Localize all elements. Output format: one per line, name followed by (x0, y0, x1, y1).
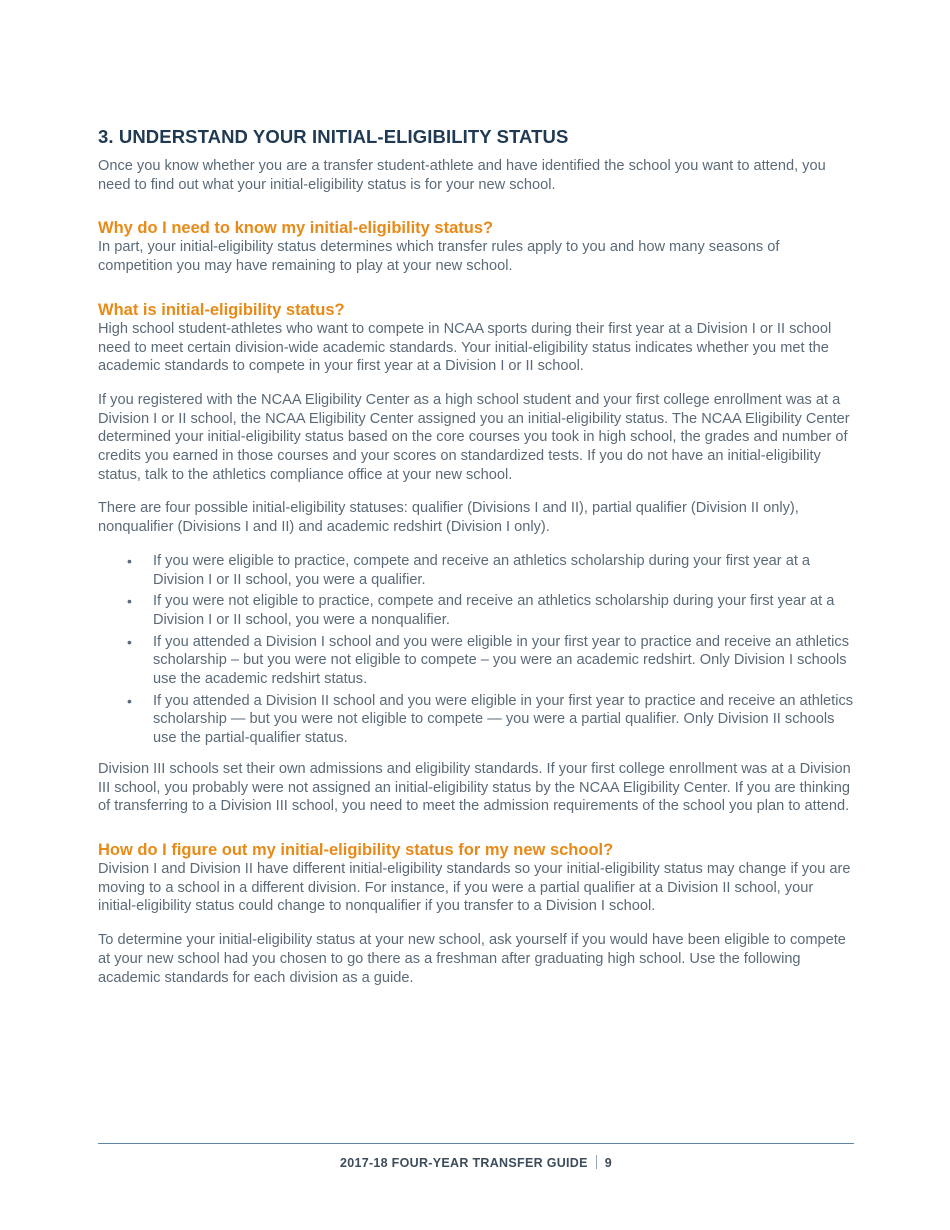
list-item: • If you were eligible to practice, compete and receive an athletics scholarship during your first year at a Division I or II school, you were a qualifier. (127, 552, 811, 588)
status-bullet-list (98, 552, 854, 748)
section-what-paragraph-3: There are four possible initial-eligibility statuses: qualifier (Divisions I and II), partial qualifier (Division II only), nonqualifier (Divisions I and II) and academic redshirt (Division I only). (98, 500, 799, 536)
footer-divider (98, 1143, 854, 1144)
section-how-paragraph-1: Division I and Division II have different initial-eligibility standards so your initial-eligibility status may change if you are moving to a school in a different division. For instance, if you were a partial qualifier at a Division II school, your initial-eligibility status could change to nonqualifier if you transfer to a Division I school. (98, 860, 851, 915)
list-item: • If you attended a Division I school and you were eligible in your first year to practice and receive an athletics scholarship – but you were not eligible to compete – you were an academic redshirt. Only Division I schools use the academic redshirt status. (127, 633, 850, 688)
bullet-icon: • (127, 593, 132, 610)
bullet-icon: • (127, 692, 132, 709)
section-heading-why: Why do I need to know my initial-eligibility status? (98, 219, 494, 238)
section-how-paragraph-2: To determine your initial-eligibility status at your new school, ask yourself if you would have been eligible to compete at your new school had you chosen to go there as a freshman after graduating high school. Use the following academic standards for each division as a guide. (98, 932, 846, 986)
section-what-closing-paragraph: Division III schools set their own admissions and eligibility standards. If your first college enrollment was at a Division III school, you probably were not assigned an initial-eligibility status by the NCAA Eligibility Center. If you are thinking of transferring to a Division III school, you need to meet the admission requirements of the school you plan to attend. (98, 760, 851, 815)
section-heading-what: What is initial-eligibility status? (98, 300, 345, 319)
section-what-paragraph-1: High school student-athletes who want to compete in NCAA sports during their first year at a Division I or II school need to meet certain division-wide academic standards. Your initial-eligibility status indicates whether you met the academic standards to compete in your first year at a Division I or II school. (98, 320, 832, 375)
page-footer (98, 1155, 854, 1170)
intro-paragraph: Once you know whether you are a transfer student-athlete and have identified the school you want to attend, you need to find out what your initial-eligibility status is for your new school. (98, 158, 826, 193)
footer-guide-title: 2017-18 FOUR-YEAR TRANSFER GUIDE (339, 1156, 588, 1170)
page-number: 9 (604, 1156, 613, 1170)
page-title: 3. UNDERSTAND YOUR INITIAL-ELIGIBILITY STATUS (98, 126, 569, 147)
content-body (98, 157, 854, 987)
footer-separator (596, 1155, 597, 1169)
list-item: • If you attended a Division II school and you were eligible in your first year to practice and receive an athletics scholarship — but you were not eligible to compete — you were a partial qualifier. Only Division II schools use the partial-qualifier status. (127, 692, 854, 747)
list-item: • If you were not eligible to practice, compete and receive an athletics scholarship during your first year at a Division I or II school, you were a nonqualifier. (127, 593, 835, 628)
bullet-icon: • (127, 633, 132, 650)
section-why-paragraph: In part, your initial-eligibility status determines which transfer rules apply to you and how many seasons of competition you may have remaining to play at your new school. (98, 239, 780, 275)
bullet-icon: • (127, 552, 132, 569)
section-heading-how: How do I figure out my initial-eligibility status for my new school? (98, 840, 614, 859)
section-what-paragraph-2: If you registered with the NCAA Eligibility Center as a high school student and your first college enrollment was at a Division I or II school, the NCAA Eligibility Center assigned you an initial-eligibility status. The NCAA Eligibility Center determined your initial-eligibility status based on the core courses you took in high school, the grades and number of credits you earned in those courses and your scores on standardized tests. If you do not have an initial-eligibility status, talk to the athletics compliance office at your new school. (98, 391, 850, 483)
